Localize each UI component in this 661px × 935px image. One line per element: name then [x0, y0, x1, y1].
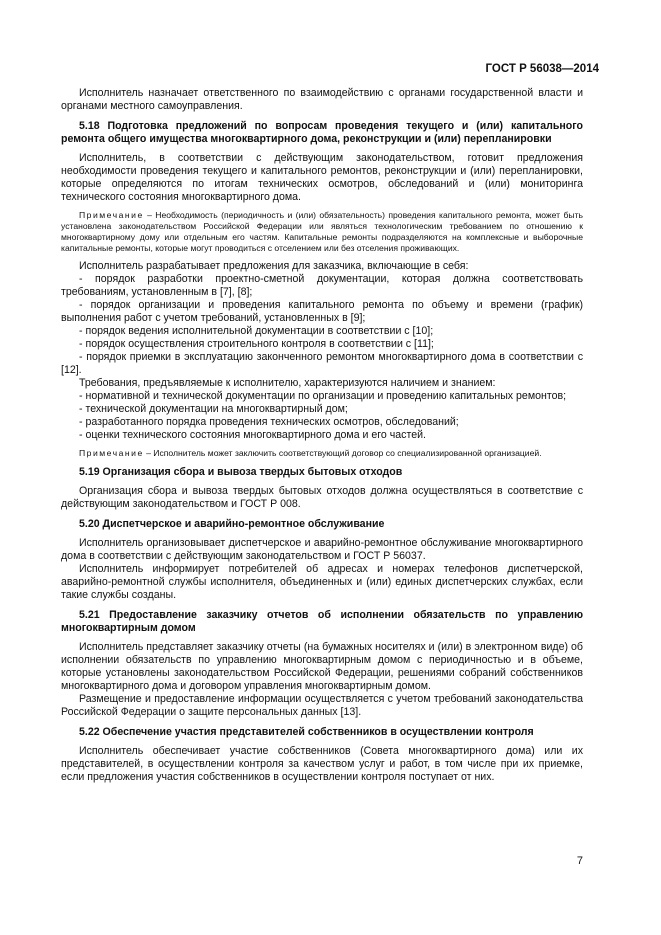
list-1-item: - порядок организации и проведения капитального ремонта по объему и времени (график) выполнения работ с учетом требований, установленных в [9]; — [61, 299, 583, 324]
page-number: 7 — [576, 855, 583, 867]
note-2-text: – Исполнитель может заключить соответствующий договор со специализированной организацией. — [143, 448, 542, 458]
list-1-item: - порядок осуществления строительного контроля в соответствии с [11]; — [79, 338, 434, 350]
note-2-label: Примечание — [79, 448, 144, 458]
section-5-18-paragraph-1: Исполнитель, в соответствии с действующим законодательством, готовит предложения необходимости проведения текущего и капитального ремонтов, реконструкции и (или) перепланировки, которые определяются по итогам технических осмотров, обследований и (или) мониторинга технического состояния многоквартирного дома. — [61, 152, 583, 203]
section-5-20-paragraph-2: Исполнитель информирует потребителей об адресах и номерах телефонов диспетчерской, аварийно-ремонтной службы исполнителя, объединенных и (или) единых диспетчерских службах, если такие службы созданы. — [61, 563, 583, 601]
section-5-20-paragraph-1: Исполнитель организовывает диспетчерское и аварийно-ремонтное обслуживание многоквартирного дома в соответствии с действующим законодательством и ГОСТ Р 56037. — [61, 537, 583, 562]
section-5-18-paragraph-2: Исполнитель разрабатывает предложения для заказчика, включающие в себя: — [79, 260, 469, 272]
note-1-text: – Необходимость (периодичность и (или) обязательность) проведения капитального ремонта, может быть установлена законодательством Российской Федерации или являться технологическим требованием по отношению к многоквартирному дому или отдельным его частям. Капитальные ремонты подразделяются на комплексные и выборочные капитальные ремонты, которые могут проводиться с отселением или без отселения проживающих. — [61, 210, 583, 253]
section-5-18-heading: 5.18 Подготовка предложений по вопросам проведения текущего и (или) капитального ремонта общего имущества многоквартирного дома, реконструкции и (или) перепланировки — [61, 120, 583, 145]
intro-paragraph: Исполнитель назначает ответственного по взаимодействию с органами государственной власти и органами местного самоуправления. — [61, 87, 583, 112]
list-2-item: - технической документации на многоквартирный дом; — [79, 403, 348, 415]
list-2-item: - оценки технического состояния многоквартирного дома и его частей. — [79, 429, 426, 441]
document-body — [61, 87, 583, 784]
section-5-21-paragraph-1: Исполнитель представляет заказчику отчеты (на бумажных носителях и (или) в электронном виде) об исполнении обязательств по управлению многоквартирным домом с периодичностью и в объеме, которые установлены законодательством Российской Федерации, решениями собраний собственников многоквартирного дома и договором управления многоквартирным домом. — [61, 641, 583, 692]
section-5-19-heading: 5.19 Организация сбора и вывоза твердых бытовых отходов — [79, 466, 403, 478]
section-5-21-paragraph-2: Размещение и предоставление информации осуществляется с учетом требований законодательства Российской Федерации о защите персональных данных [13]. — [61, 693, 583, 718]
list-1-item: - порядок приемки в эксплуатацию законченного ремонтом многоквартирного дома в соответствии с [12]. — [61, 351, 583, 376]
list-2-item: - нормативной и технической документации по организации и проведению капитальных ремонтов; — [79, 390, 567, 402]
list-1-item: - порядок разработки проектно-сметной документации, которая должна соответствовать требованиям, установленным в [7], [8]; — [61, 273, 583, 298]
section-5-21-heading: 5.21 Предоставление заказчику отчетов об исполнении обязательств по управлению многоквартирным домом — [61, 609, 583, 634]
list-1-item: - порядок ведения исполнительной документации в соответствии с [10]; — [79, 325, 434, 337]
section-5-22-heading: 5.22 Обеспечение участия представителей собственников в осуществлении контроля — [79, 726, 534, 738]
note-1 — [61, 210, 583, 254]
section-5-22-paragraph-1: Исполнитель обеспечивает участие собственников (Совета многоквартирного дома) или их представителей, в осуществлении контроля за качеством услуг и работ, в том числе при их приемке, если предложения участия собственников в осуществлении контроля поступает от них. — [61, 745, 583, 783]
document-header: ГОСТ Р 56038—2014 — [485, 63, 599, 75]
section-5-20-heading: 5.20 Диспетчерское и аварийно-ремонтное обслуживание — [79, 518, 385, 530]
section-5-18-paragraph-3: Требования, предъявляемые к исполнителю, характеризуются наличием и знанием: — [79, 377, 496, 389]
note-2 — [61, 448, 583, 459]
list-2-item: - разработанного порядка проведения технических осмотров, обследований; — [79, 416, 459, 428]
note-1-label: Примечание — [79, 210, 144, 220]
section-5-19-paragraph-1: Организация сбора и вывоза твердых бытовых отходов должна осуществляться в соответствие с действующим законодательством и ГОСТ Р 008. — [61, 485, 583, 510]
